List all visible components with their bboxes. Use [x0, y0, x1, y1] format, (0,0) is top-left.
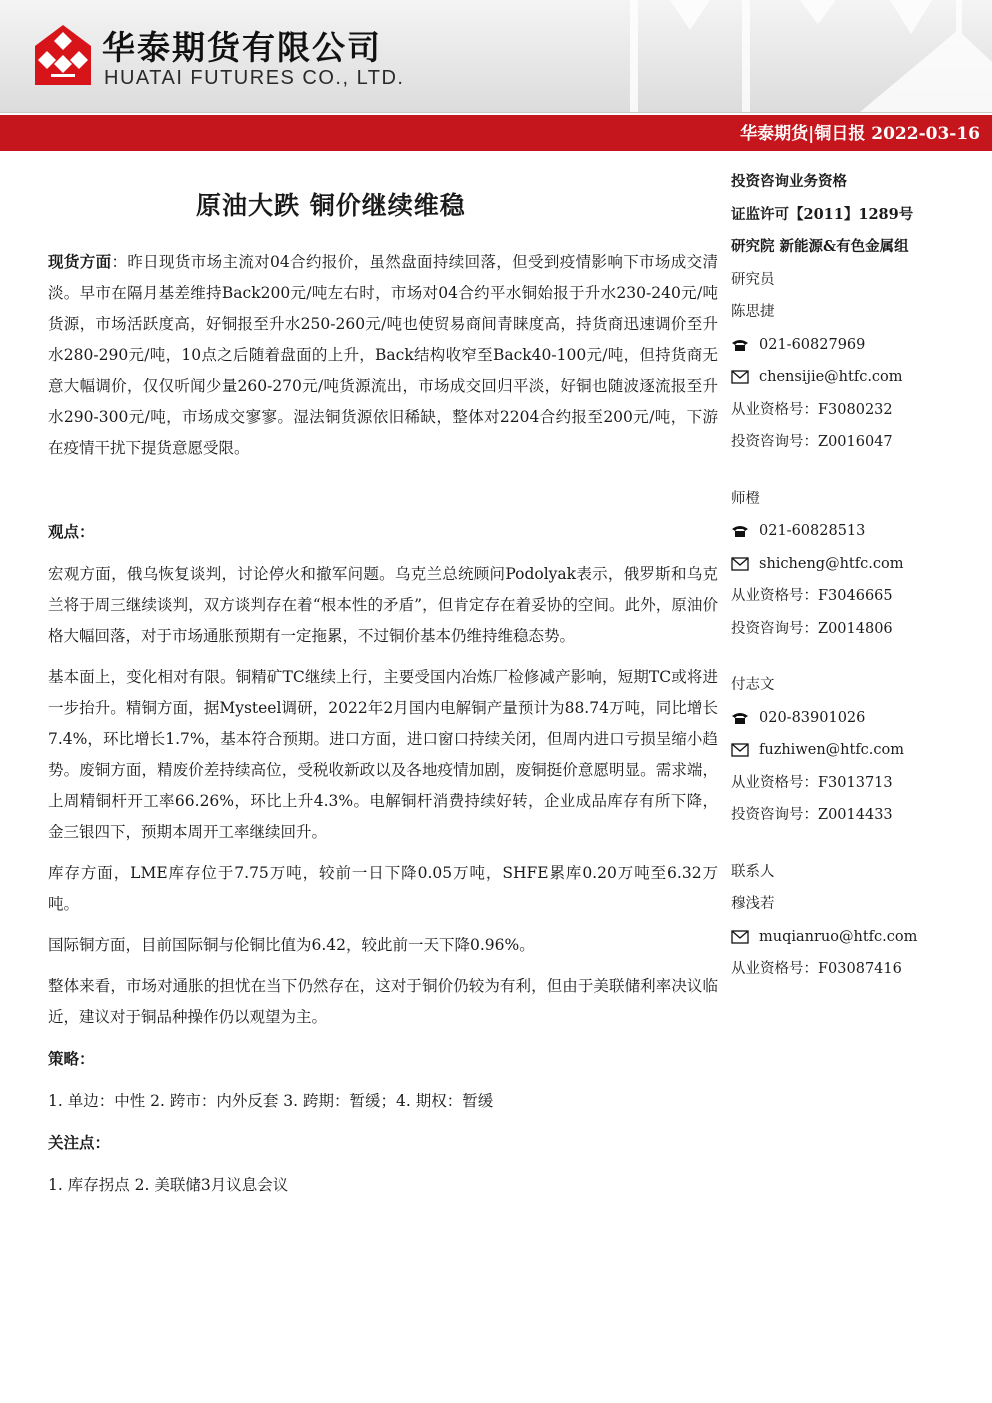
envelope-icon [731, 930, 749, 944]
view-paragraph-overall: 整体来看，市场对通胀的担忧在当下仍然存在，这对于铜价仍较为有利，但由于美联储利率决议临近，建议对于铜品种操作仍以观望为主。 [48, 977, 718, 1026]
institute-name: 研究院 新能源&有色金属组 [731, 238, 909, 255]
page-title: 原油大跌 铜价继续维稳 [196, 191, 466, 220]
email-line [731, 734, 981, 767]
company-name-cn: 华泰期货有限公司 [102, 28, 382, 67]
contact-name: 穆浅若 [731, 896, 775, 912]
phone-number: 020-83901026 [759, 709, 866, 726]
spot-text: ：昨日现货市场主流对04合约报价，虽然盘面持续回落，但受到疫情影响下市场成交清淡。早市在隔月基差维持Back200元/吨左右时，市场对04合约平水铜始报于升水230-240元/吨货源，市场活跃度高，好铜报至升水250-260元/吨也使贸易商间青睐度高，持货商迅速调价至升水280-290元/吨，10点之后随着盘面的上升，Back结构收窄至Back40-100元/吨，但持货商无意大幅调价，仅仅听闻少量260-270元/吨货源流出，市场成交回归平淡，好铜也随波逐流报至升水290-300元/吨，市场成交寥寥。湿法铜货源依旧稀缺，整体对2204合约报至200元/吨，下游在疫情干扰下提货意愿受限。 [48, 253, 718, 457]
huatai-logo-icon [34, 24, 92, 86]
phone-line [731, 702, 981, 735]
contact-label: 联系人 [731, 863, 775, 880]
researcher-name: 师橙 [731, 490, 760, 507]
view-heading: 观点： [48, 522, 95, 541]
phone-icon [731, 711, 749, 725]
phone-icon [731, 524, 749, 538]
qualification-number: 从业资格号：F03087416 [731, 961, 902, 977]
spacer [48, 1074, 718, 1086]
focus-heading: 关注点： [48, 1133, 111, 1152]
envelope-icon [731, 743, 749, 757]
envelope-icon [731, 557, 749, 571]
report-label: 华泰期货|铜日报 2022-03-16 [740, 124, 980, 144]
spacer [48, 547, 718, 559]
spacer [731, 459, 981, 483]
focus-text: 1. 库存拐点 2. 美联储3月议息会议 [48, 1176, 289, 1194]
phone-line [731, 515, 981, 548]
phone-line [731, 329, 981, 362]
researcher-label: 研究员 [731, 271, 775, 288]
spot-lead: 现货方面 [48, 252, 112, 271]
view-paragraph-macro: 宏观方面，俄乌恢复谈判，讨论停火和撤军问题。乌克兰总统顾问Podolyak表示，俄罗斯和乌克兰将于周三继续谈判，双方谈判存在着“根本性的矛盾”，但肯定存在着妥协的空间。此外，原油价格大幅回落，对于市场通胀预期有一定拖累，不过铜价基本仍维持维稳态势。 [48, 565, 718, 645]
envelope-icon [731, 370, 749, 384]
view-paragraph-inventory: 库存方面，LME库存位于7.75万吨，较前一日下降0.05万吨，SHFE累库0.20万吨至6.32万吨。 [48, 864, 718, 913]
company-name-en: HUATAI FUTURES CO., LTD. [104, 67, 405, 89]
qualification-number: 从业资格号：F3013713 [731, 774, 893, 791]
spacer [48, 1158, 718, 1170]
header-band [0, 0, 992, 113]
spacer [731, 645, 981, 669]
spot-paragraph [48, 246, 718, 464]
strategy-text: 1. 单边：中性 2. 跨市：内外反套 3. 跨期：暂缓；4. 期权：暂缓 [48, 1092, 494, 1110]
email-address[interactable]: muqianruo@htfc.com [759, 928, 918, 945]
phone-number: 021-60828513 [759, 523, 866, 539]
researcher-name: 陈思捷 [731, 304, 775, 320]
email-address[interactable]: fuzhiwen@htfc.com [759, 742, 905, 758]
consulting-number: 投资咨询号：Z0014806 [731, 620, 893, 637]
spacer [48, 474, 718, 516]
license-number: 证监许可【2011】1289号 [731, 205, 914, 223]
author-sidebar [731, 166, 981, 986]
researcher-name: 付志文 [731, 677, 775, 693]
qualification-number: 从业资格号：F3080232 [731, 401, 893, 418]
view-paragraph-fundamental: 基本面上，变化相对有限。铜精矿TC继续上行，主要受国内冶炼厂检修减产影响，短期TC或将进一步抬升。精铜方面，据Mysteel调研，2022年2月国内电解铜产量预计为88.74万吨，同比增长7.4%，环比增长1.7%，基本符合预期。进口方面，进口窗口持续关闭，但周内进口亏损呈缩小趋势。废铜方面，精废价差持续高位，受税收新政以及各地疫情加剧，废铜挺价意愿明显。需求端，上周精铜杆开工率66.26%，环比上升4.3%。电解铜杆消费持续好转，企业成品库存有所下降，金三银四下，预期本周开工率继续回升。 [48, 668, 718, 841]
main-content [48, 186, 718, 1211]
email-line [731, 921, 981, 954]
email-address[interactable]: shicheng@htfc.com [759, 555, 904, 572]
view-paragraph-international: 国际铜方面，目前国际铜与伦铜比值为6.42，较此前一天下降0.96%。 [48, 936, 535, 954]
spacer [731, 832, 981, 856]
consulting-number: 投资咨询号：Z0014433 [731, 807, 893, 823]
phone-number: 021-60827969 [759, 336, 866, 353]
email-line [731, 548, 981, 581]
email-address[interactable]: chensijie@htfc.com [759, 369, 903, 385]
license-title: 投资咨询业务资格 [731, 173, 847, 190]
consulting-number: 投资咨询号：Z0016047 [731, 434, 893, 450]
phone-icon [731, 338, 749, 352]
strategy-heading: 策略： [48, 1049, 95, 1068]
qualification-number: 从业资格号：F3046665 [731, 588, 893, 604]
email-line [731, 361, 981, 394]
header-decoration [560, 0, 992, 112]
